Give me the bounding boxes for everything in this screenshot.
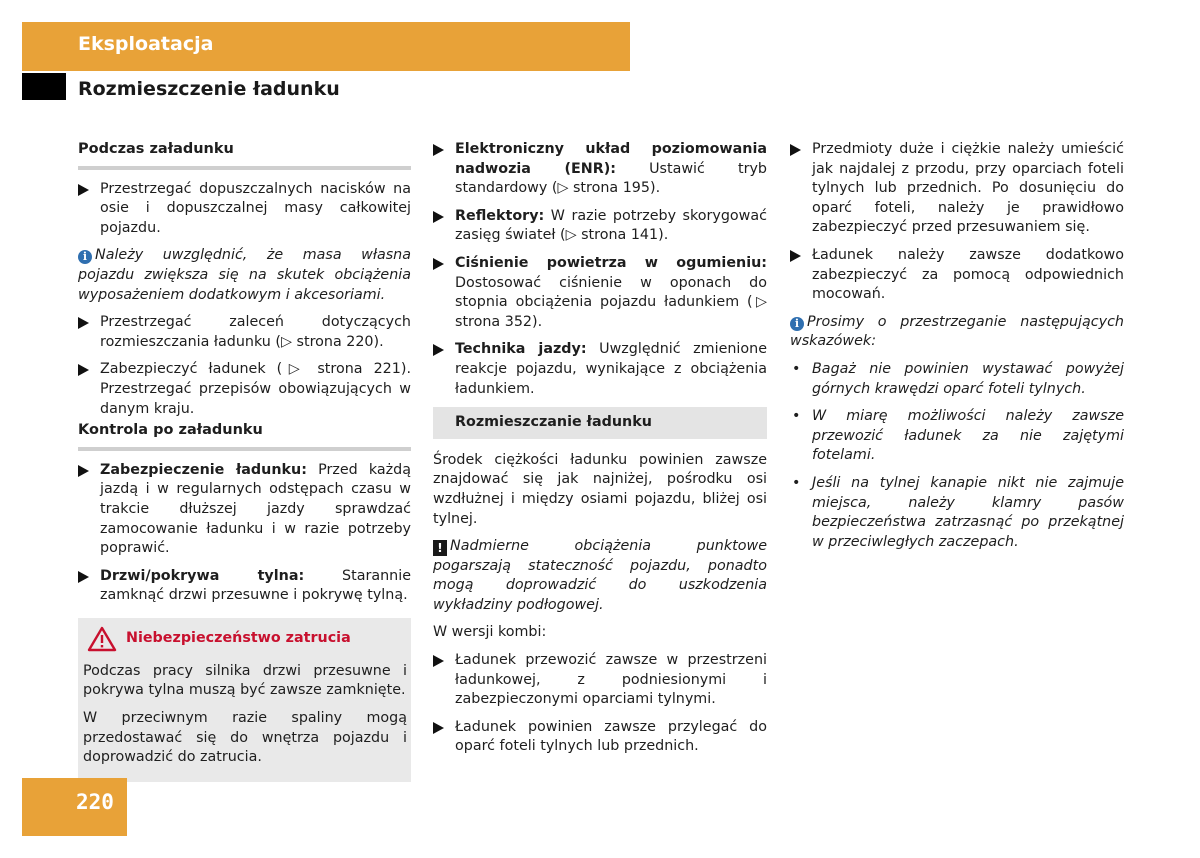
triangle-bullet-icon xyxy=(433,258,444,270)
info-icon: i xyxy=(790,317,804,331)
triangle-bullet-icon xyxy=(78,184,89,196)
triangle-bullet-icon xyxy=(433,144,444,156)
paragraph: W wersji kombi: xyxy=(433,624,547,641)
list-item xyxy=(78,461,411,559)
bullet-dot-icon: • xyxy=(792,360,801,377)
info-note-text: Należy uwzględnić, że masa własna pojazdu zwiększa się na skutek obciążenia wyposażeniem dodatkowym i akcesoriami. xyxy=(78,247,411,303)
list-item-text: Przestrzegać zaleceń dotyczących rozmieszczania ładunku (▷ strona 220). xyxy=(100,314,411,350)
subheading-after-loading: Kontrola po załadunku xyxy=(78,421,411,451)
danger-text: W przeciwnym razie spaliny mogą przedostawać się do wnętrza pojazdu i doprowadzić do zatrucia. xyxy=(83,710,407,766)
info-note xyxy=(78,246,411,305)
column-middle xyxy=(433,140,767,765)
list-item xyxy=(790,474,1124,552)
list-item xyxy=(433,651,767,710)
danger-heading xyxy=(83,626,407,652)
column-right xyxy=(790,140,1124,560)
exclamation-icon: ! xyxy=(433,540,447,556)
triangle-bullet-icon xyxy=(790,144,801,156)
list-item xyxy=(78,313,411,352)
triangle-bullet-icon xyxy=(78,465,89,477)
list-item-text: Ładunek należy zawsze dodatkowo zabezpieczyć za pomocą odpowiednich mocowań. xyxy=(812,246,1124,303)
triangle-bullet-icon xyxy=(433,722,444,734)
chapter-marker xyxy=(22,73,66,100)
list-item-label: Elektroniczny układ poziomowania nadwozia (ENR): xyxy=(455,141,767,177)
triangle-bullet-icon xyxy=(433,344,444,356)
section-title: Eksploatacja xyxy=(78,33,214,55)
list-item-text: W miarę możliwości należy zawsze przewozić ładunek za nie zajętymi fotelami. xyxy=(812,408,1124,464)
list-item-text: Przedmioty duże i ciężkie należy umieścić jak najdalej z przodu, przy oparciach foteli tylnych lub przednich. Po dosunięciu do oparć foteli, należy je prawidłowo zabezpieczyć przed przesuwaniem się. xyxy=(812,141,1124,236)
list-item-label: Technika jazdy: xyxy=(455,341,587,358)
list-item xyxy=(790,140,1124,238)
list-item xyxy=(433,140,767,199)
danger-text: Podczas pracy silnika drzwi przesuwne i pokrywa tylna muszą być zawsze zamknięte. xyxy=(83,662,407,699)
list-item-text: Jeśli na tylnej kanapie nikt nie zajmuje miejsca, należy klamry pasów bezpieczeństwa zatrzasnąć po przekątnej w przeciwległych zaczepach. xyxy=(812,474,1124,550)
list-item-text: Przestrzegać dopuszczalnych nacisków na osie i dopuszczalnej masy całkowitej pojazdu. xyxy=(100,180,411,236)
list-item-label: Ciśnienie powietrza w ogumieniu: xyxy=(455,254,767,271)
warning-note-text: Nadmierne obciążenia punktowe pogarszają stateczność pojazdu, ponadto mogą doprowadzić do uszkodzenia wykładziny podłogowej. xyxy=(433,538,767,613)
list-item xyxy=(433,718,767,757)
list-item xyxy=(790,407,1124,466)
list-item xyxy=(78,360,411,419)
list-item xyxy=(790,360,1124,399)
triangle-bullet-icon xyxy=(78,364,89,376)
list-item-text: Dostosować ciśnienie w oponach do stopnia obciążenia pojazdu ładunkiem (▷ strona 352). xyxy=(455,274,767,330)
triangle-bullet-icon xyxy=(78,571,89,583)
bullet-dot-icon: • xyxy=(792,474,801,491)
warning-note xyxy=(433,537,767,615)
list-item-text: Ładunek powinien zawsze przylegać do oparć foteli tylnych lub przednich. xyxy=(455,718,767,755)
list-item-text: Bagaż nie powinien wystawać powyżej górnych krawędzi oparć foteli tylnych. xyxy=(812,360,1124,397)
triangle-bullet-icon xyxy=(790,250,801,262)
info-icon: i xyxy=(78,250,92,264)
danger-title: Niebezpieczeństwo zatrucia xyxy=(126,630,351,647)
info-note-text: Prosimy o przestrzeganie następujących wskazówek: xyxy=(790,313,1124,350)
list-item-text: W razie potrzeby skorygować zasięg świateł (▷ strona 141). xyxy=(455,207,767,244)
list-item xyxy=(433,207,767,246)
column-left xyxy=(78,140,411,782)
load-placement-heading: Rozmieszczanie ładunku xyxy=(433,407,767,439)
list-item-label: Zabezpieczenie ładunku: xyxy=(100,461,307,478)
triangle-bullet-icon xyxy=(433,211,444,223)
danger-box xyxy=(78,618,411,782)
list-item xyxy=(78,567,411,606)
list-item-label: Drzwi/pokrywa tylna: xyxy=(100,567,305,584)
warning-triangle-icon xyxy=(87,626,117,652)
subheading-loading: Podczas załadunku xyxy=(78,140,411,170)
list-item-label: Reflektory: xyxy=(455,207,545,224)
bullet-dot-icon: • xyxy=(792,408,801,425)
page-number: 220 xyxy=(76,790,114,814)
chapter-title: Rozmieszczenie ładunku xyxy=(78,78,340,100)
paragraph: Środek ciężkości ładunku powinien zawsze znajdować się jak najniżej, pośrodku osi wzdłużnej i między osiami pojazdu, bliżej osi tylnej. xyxy=(433,451,767,527)
triangle-bullet-icon xyxy=(78,317,89,329)
list-item-text: Starannie zamknąć drzwi przesuwne i pokrywę tylną. xyxy=(100,567,411,604)
list-item xyxy=(433,340,767,399)
list-item xyxy=(790,246,1124,305)
list-item-text: Ustawić tryb standardowy (▷ strona 195). xyxy=(455,160,767,197)
list-item xyxy=(433,254,767,332)
list-item-text: Uwzględnić zmienione reakcje pojazdu, wynikające z obciążenia ładunkiem. xyxy=(455,341,767,397)
list-item-text: Zabezpieczyć ładunek (▷ strona 221). Przestrzegać przepisów obowiązujących w danym kraju. xyxy=(100,361,411,417)
list-item-text: Ładunek przewozić zawsze w przestrzeni ładunkowej, z podniesionymi i zabezpieczonymi oparciami tylnymi. xyxy=(455,652,767,708)
info-note xyxy=(790,313,1124,352)
list-item-text: Przed każdą jazdą i w regularnych odstępach czasu w trakcie dłuższej jazdy sprawdzać zamocowanie ładunku i w razie potrzeby poprawić. xyxy=(100,461,412,557)
list-item xyxy=(78,180,411,239)
triangle-bullet-icon xyxy=(433,655,444,667)
